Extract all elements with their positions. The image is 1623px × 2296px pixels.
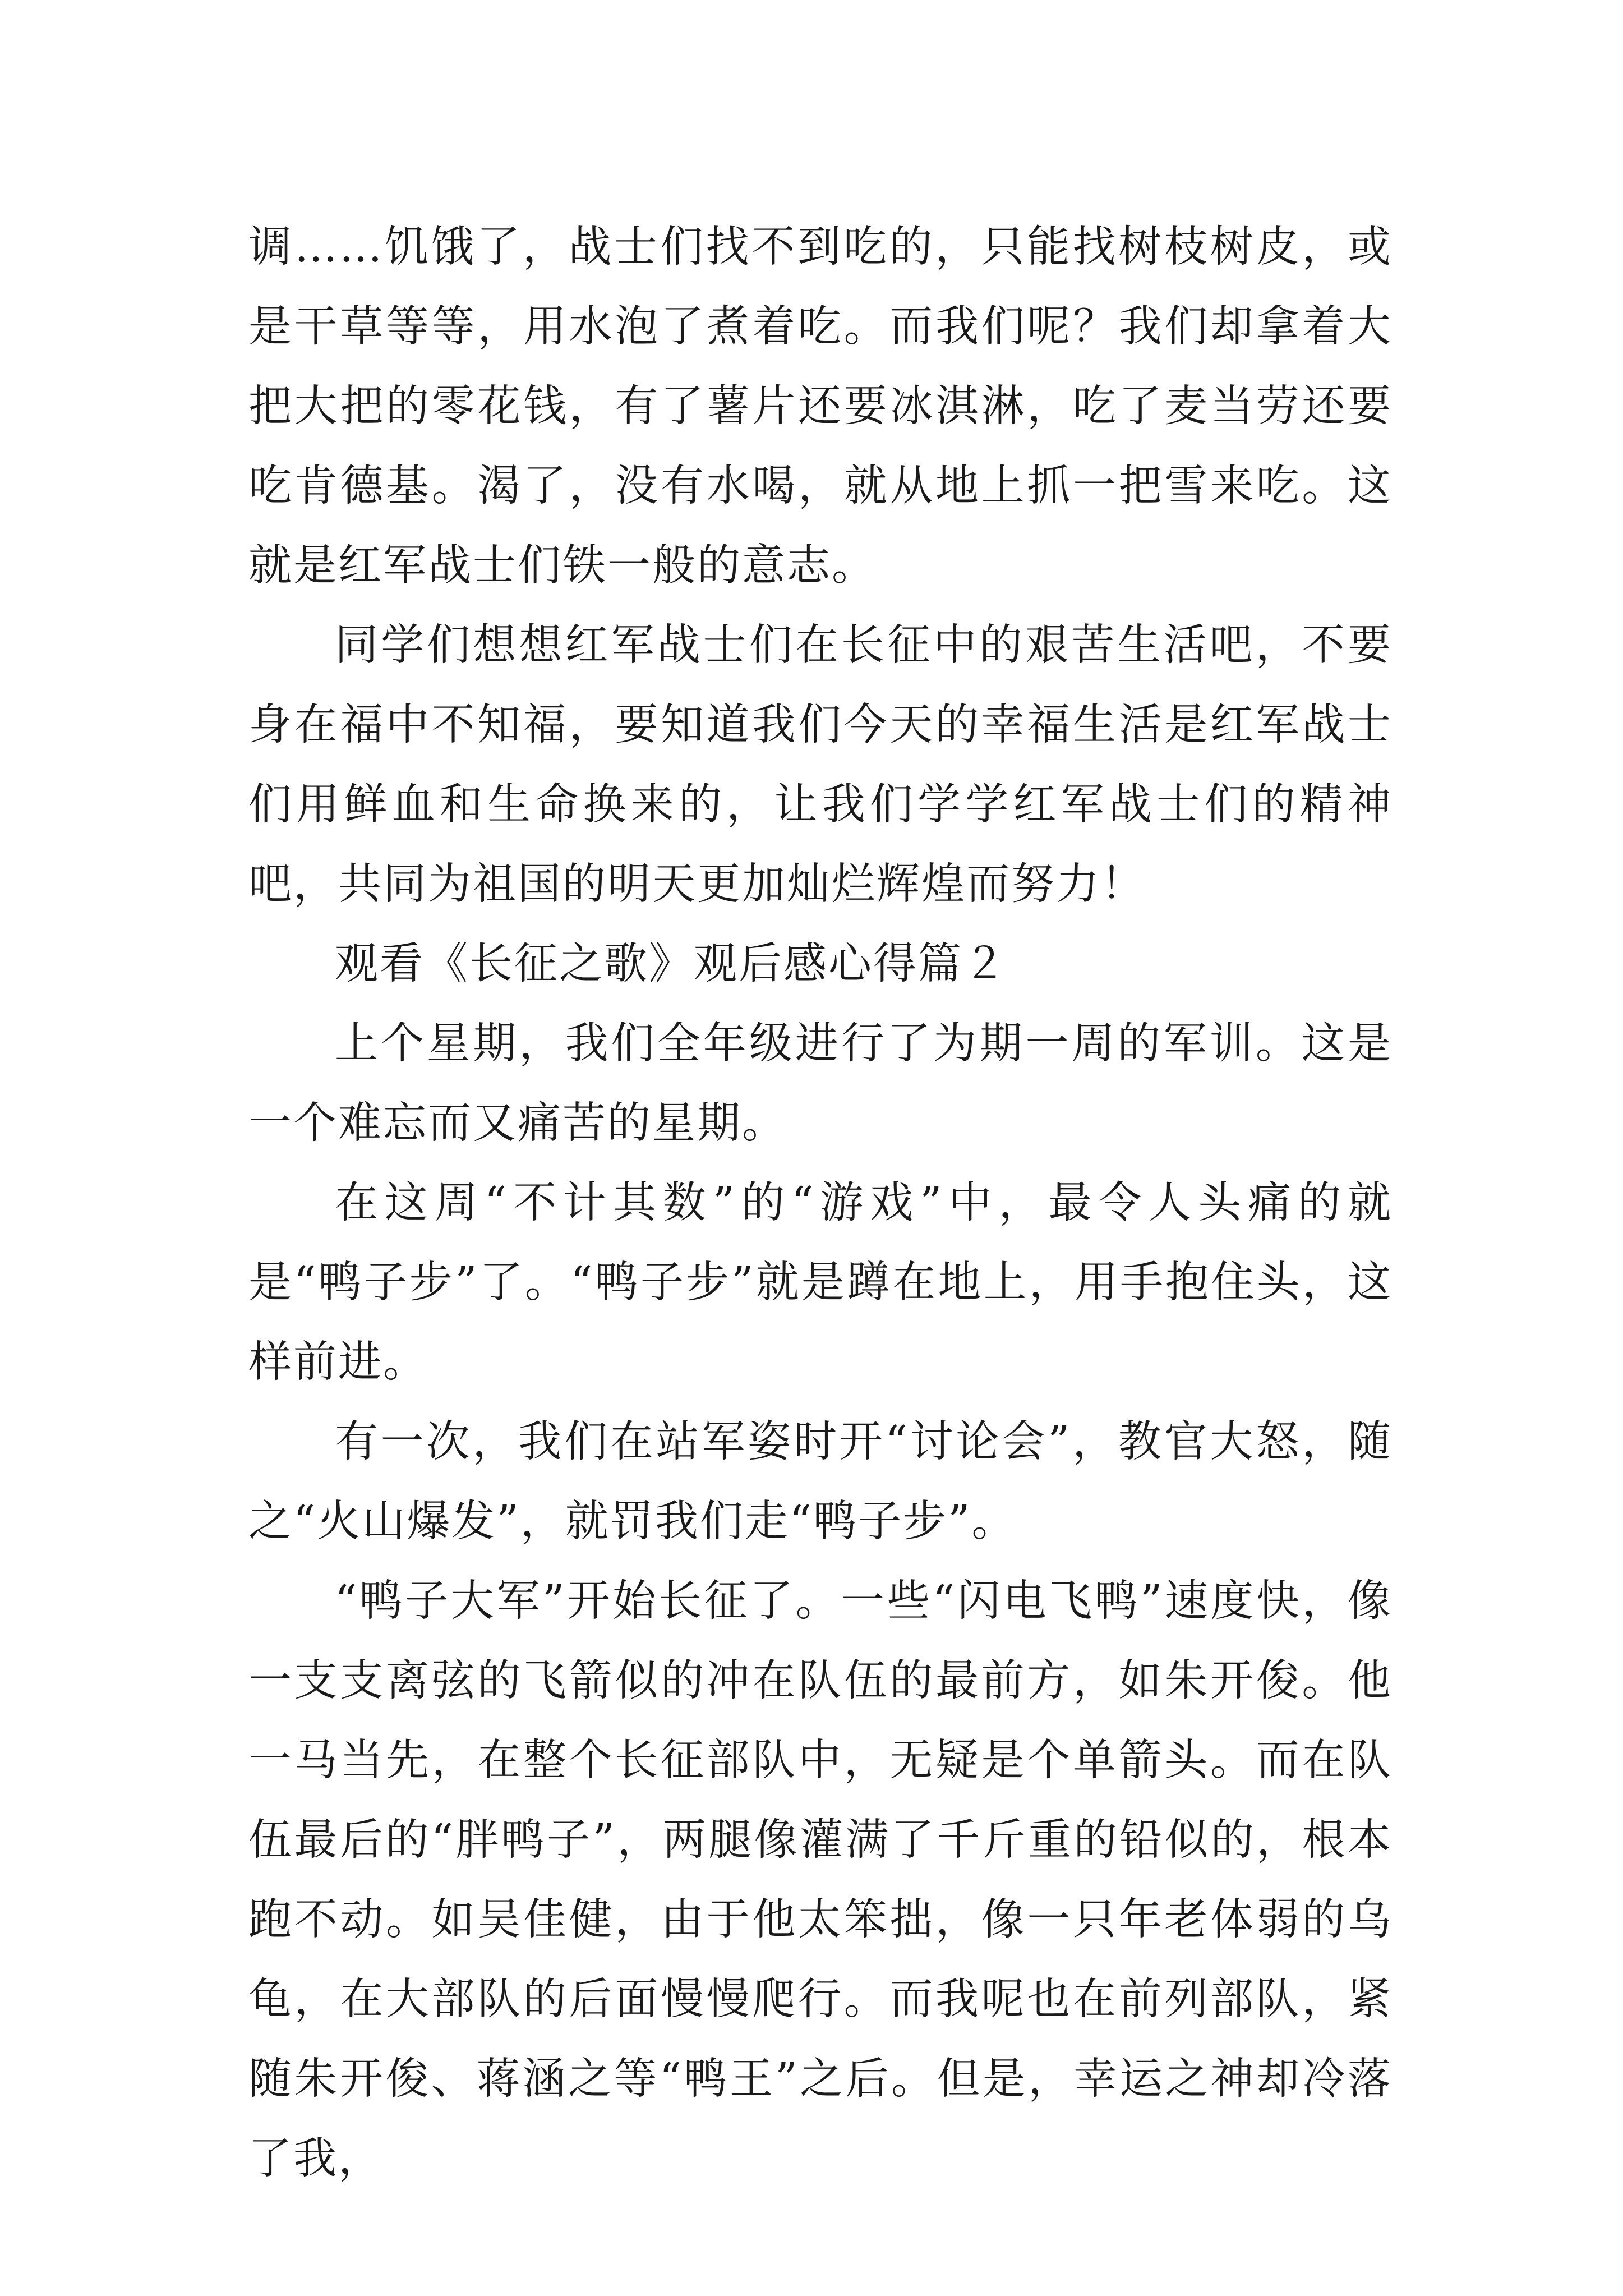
paragraph-1: 调……饥饿了，战士们找不到吃的，只能找树枝树皮，或是干草等等，用水泡了煮着吃。而我们呢？我们却拿着大把大把的零花钱，有了薯片还要冰淇淋，吃了麦当劳还要吃肯德基。渴了，没有水喝，就从地上抓一把雪来吃。这就是红军战士们铁一般的意志。 [248,222,1393,591]
paragraph-2: 同学们想想红军战士们在长征中的艰苦生活吧，不要身在福中不知福，要知道我们今天的幸福生活是红军战士们用鲜血和生命换来的，让我们学学红军战士们的精神吧，共同为祖国的明天更加灿烂辉煌而努力！ [248,620,1393,909]
section-heading: 观看《长征之歌》观后感心得篇２ [335,939,1008,989]
paragraph-3: 上个星期，我们全年级进行了为期一周的军训。这是一个难忘而又痛苦的星期。 [248,1019,1393,1148]
document-body [248,208,1393,2199]
paragraph-6: “鸭子大军”开始长征了。一些“闪电飞鸭”速度快，像一支支离弦的飞箭似的冲在队伍的最前方，如朱开俊。他一马当先，在整个长征部队中，无疑是个单箭头。而在队伍最后的“胖鸭子”，两腿像灌满了千斤重的铅似的，根本跑不动。如吴佳健，由于他太笨拙，像一只年老体弱的乌龟，在大部队的后面慢慢爬行。而我呢也在前列部队，紧随朱开俊、蒋涵之等“鸭王”之后。但是，幸运之神却冷落了我， [248,1576,1393,2184]
paragraph-5: 有一次，我们在站军姿时开“讨论会”，教官大怒，随之“火山爆发”，就罚我们走“鸭子步”。 [248,1417,1393,1547]
paragraph-4: 在这周“不计其数”的“游戏”中，最令人头痛的就是“鸭子步”了。“鸭子步”就是蹲在地上，用手抱住头，这样前进。 [248,1178,1393,1387]
